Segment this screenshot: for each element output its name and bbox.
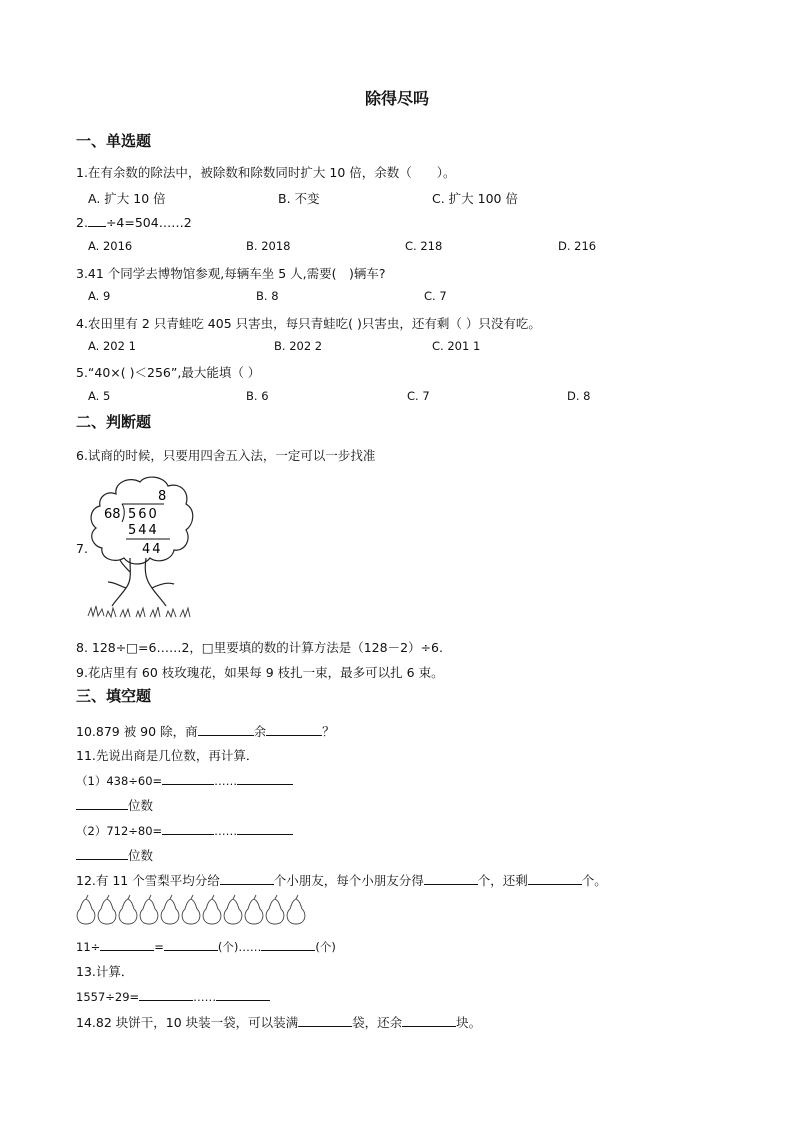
pear-icon [224, 895, 242, 924]
question-5-option-a: A. 5 [88, 389, 111, 403]
question-10-text-mid: 余 [253, 724, 267, 739]
section-heading-fill-in: 三、填空题 [76, 687, 152, 705]
question-14-text-mid: 袋，还余 [352, 1015, 403, 1030]
question-13-remainder-blank[interactable] [216, 988, 270, 1001]
question-2-option-d: D. 216 [558, 239, 597, 253]
question-3-option-c: C. 7 [424, 289, 447, 303]
pear-icon [98, 895, 116, 924]
question-11-part-1-digits-blank[interactable] [76, 797, 128, 810]
division-product: 544 [128, 523, 159, 538]
grass [88, 606, 190, 617]
question-11-part-1-digits [76, 796, 153, 814]
question-12-eq-quotient-blank[interactable] [164, 938, 218, 951]
question-3-option-b: B. 8 [256, 289, 279, 303]
question-10-stem [76, 722, 335, 740]
question-7-number: 7. [76, 541, 88, 556]
question-12-text-m1: 个小朋友，每个小朋友分得 [273, 873, 424, 888]
question-5-option-b: B. 6 [246, 389, 269, 403]
division-quotient: 8 [158, 489, 167, 504]
question-4-option-c: C. 201 1 [432, 339, 481, 353]
question-14-text-pre: 14.82 块饼干，10 块装一袋，可以装满 [76, 1015, 299, 1030]
pear-icon [287, 895, 305, 924]
pear-icon [140, 895, 158, 924]
question-4-option-b: B. 202 2 [274, 339, 323, 353]
division-remainder: 44 [142, 542, 163, 557]
question-11-part-2-unit: 位数 [128, 848, 154, 863]
question-12-eq-equals: = [154, 940, 164, 954]
question-12-blank-children[interactable] [220, 872, 274, 885]
pear-icon [266, 895, 284, 924]
question-11-part-2-remainder-blank[interactable] [237, 822, 293, 835]
page-title: 除得尽吗 [364, 89, 429, 108]
division-dividend: 560 [128, 507, 159, 522]
question-4-option-a: A. 202 1 [88, 339, 136, 353]
question-2-equation: ÷4=504……2 [105, 215, 192, 230]
section-heading-single-choice: 一、单选题 [76, 132, 152, 150]
question-2-option-b: B. 2018 [246, 239, 291, 253]
question-12-eq-divisor-blank[interactable] [100, 938, 154, 951]
question-6-stem: 6.试商的时候，只要用四舍五入法，一定可以一步找准 [76, 448, 376, 463]
question-10-remainder-blank[interactable] [266, 723, 322, 736]
pear-icon [203, 895, 221, 924]
question-11-part-1-unit: 位数 [128, 798, 154, 813]
question-12-eq-pre: 11÷ [76, 940, 101, 954]
pear-icon [161, 895, 179, 924]
question-2-option-a: A. 2016 [88, 239, 133, 253]
pear-icon [77, 895, 95, 924]
question-11-part-2-digits-blank[interactable] [76, 847, 128, 860]
question-11-part-1-expr: （1）438÷60= [76, 774, 163, 788]
question-11-part-2 [76, 822, 293, 839]
question-12-stem [76, 871, 607, 889]
pear-icon [245, 895, 263, 924]
question-12-blank-each[interactable] [424, 872, 478, 885]
question-8-stem: 8. 128÷□=6……2，□里要填的数的计算方法是（128－2）÷6. [76, 640, 443, 655]
question-14-bags-blank[interactable] [298, 1014, 352, 1027]
question-2-option-c: C. 218 [405, 239, 443, 253]
question-1-stem: 1.在有余数的除法中，被除数和除数同时扩大 10 倍，余数（ ）。 [76, 165, 456, 180]
question-11-part-1 [76, 772, 293, 789]
question-13-expression [76, 988, 270, 1004]
question-14-stem [76, 1013, 481, 1031]
question-2-stem [76, 214, 192, 230]
question-3-option-a: A. 9 [88, 289, 111, 303]
question-11-stem: 11.先说出商是几位数，再计算． [76, 748, 259, 763]
question-5-option-c: C. 7 [407, 389, 430, 403]
pear-icon [182, 895, 200, 924]
question-14-left-blank[interactable] [402, 1014, 456, 1027]
question-10-text-post: ？ [322, 724, 335, 739]
question-12-eq-unit-2: (个) [315, 940, 336, 954]
section-heading-true-false: 二、判断题 [76, 413, 152, 431]
pears-illustration [76, 893, 308, 927]
question-14-text-post: 块。 [456, 1015, 482, 1030]
question-13-expr: 1557÷29= [76, 990, 140, 1004]
tree-trunk [108, 558, 174, 606]
division-divisor: 68 [104, 507, 121, 522]
question-12-text-m2: 个，还剩 [477, 873, 528, 888]
question-10-text-pre: 10.879 被 90 除，商 [76, 724, 198, 739]
question-2-blank [88, 214, 106, 227]
question-12-eq-unit-1: (个)…… [217, 940, 262, 954]
question-9-stem: 9.花店里有 60 枝玫瑰花，如果每 9 枝扎一束，最多可以扎 6 束。 [76, 665, 444, 680]
question-13-quotient-blank[interactable] [139, 988, 193, 1001]
question-12-text-pre: 12.有 11 个雪梨平均分给 [76, 873, 220, 888]
question-3-stem: 3.41 个同学去博物馆参观,每辆车坐 5 人,需要( )辆车? [76, 266, 386, 281]
question-1-option-c: C. 扩大 100 倍 [432, 191, 518, 206]
question-12-eq-remainder-blank[interactable] [261, 938, 315, 951]
question-13-stem: 13.计算． [76, 964, 134, 979]
question-11-part-1-dots: …… [214, 774, 238, 788]
pear-icon [119, 895, 137, 924]
question-12-equation [76, 938, 336, 955]
question-1-option-a: A. 扩大 10 倍 [88, 191, 166, 206]
tree-division-illustration [86, 476, 198, 622]
question-5-stem: 5.“40×( )＜256”,最大能填（ ） [76, 365, 261, 380]
question-13-dots: …… [193, 990, 217, 1004]
question-11-part-1-quotient-blank[interactable] [162, 772, 214, 785]
question-11-part-1-remainder-blank[interactable] [237, 772, 293, 785]
question-2-number: 2. [76, 215, 88, 230]
division-bracket [122, 504, 124, 522]
question-12-blank-left[interactable] [528, 872, 582, 885]
question-12-text-post: 个。 [581, 873, 607, 888]
question-11-part-2-digits [76, 846, 153, 864]
question-11-part-2-dots: …… [214, 824, 238, 838]
question-10-quotient-blank[interactable] [198, 723, 254, 736]
question-11-part-2-expr: （2）712÷80= [76, 824, 163, 838]
question-11-part-2-quotient-blank[interactable] [162, 822, 214, 835]
question-1-option-b: B. 不变 [278, 191, 320, 206]
question-5-option-d: D. 8 [567, 389, 591, 403]
question-4-stem: 4.农田里有 2 只青蛙吃 405 只害虫，每只青蛙吃( )只害虫，还有剩（ ）只没有吃。 [76, 316, 541, 331]
